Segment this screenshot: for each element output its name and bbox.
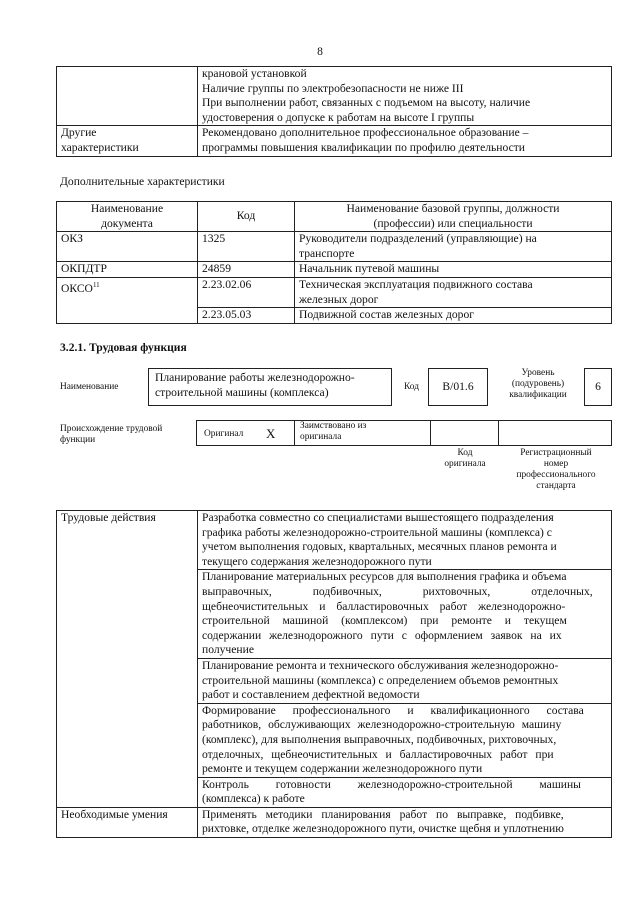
page-number: 8 <box>317 45 323 58</box>
text-line: щебнеочистительных и балластировочных работ железнодорожно- <box>202 599 566 613</box>
row-document: ОКЗ <box>57 232 198 262</box>
text-line: Техническая эксплуатация подвижного состава <box>299 277 533 291</box>
text-line: ремонте и текущем содержании железнодорожного пути <box>202 762 483 776</box>
text-line: строительной машины (комплекса) <box>155 386 329 399</box>
name-label: Наименование <box>60 382 119 392</box>
origin-divider <box>430 420 431 446</box>
header-name <box>295 202 612 232</box>
text-line: учетом выполнения годовых, квартальных, месячных планов ремонта и <box>202 540 557 554</box>
text-line: отделочных, щебнеочистительных и балластировочных работ при <box>202 747 554 761</box>
header-document <box>57 202 198 232</box>
text-line: железных дорог <box>299 292 379 306</box>
text-line: Уровень <box>521 368 555 378</box>
origin-label <box>60 424 162 446</box>
labor-action-item <box>198 703 612 777</box>
table-row <box>57 277 612 307</box>
text-line: Наименование базовой группы, должности <box>346 202 560 215</box>
text-line: (комплекса) к работе <box>202 792 305 806</box>
text-line: Формирование профессионального и квалификационного состава <box>202 703 584 717</box>
text-line: транспорте <box>299 246 355 260</box>
text-line: (подуровень) <box>511 379 565 389</box>
function-name-box <box>148 368 392 406</box>
original-label: Оригинал <box>204 429 244 439</box>
text-line: работников, обслуживающих железнодорожно-строительную машину <box>202 718 562 732</box>
text-line: выправочных, подбивочных, рихтовочных, отделочных, <box>202 584 593 598</box>
text-line: (комплекс), для выполнения выправочных, подбивочных, рихтовочных, <box>202 732 557 746</box>
text-line: получение <box>202 643 254 657</box>
required-skill-item <box>198 807 612 837</box>
origin-row-frame <box>196 420 612 446</box>
text-line: Наименование <box>90 202 164 215</box>
row-code: 2.23.05.03 <box>198 308 295 324</box>
text-line: Заимствовано из <box>300 421 367 431</box>
text-line: работ и составлением дефектной ведомости <box>202 688 420 702</box>
text-line: Планирование материальных ресурсов для выполнения графика и объема <box>202 570 567 584</box>
row-name <box>295 277 612 307</box>
text-line: рихтовке, отделке железнодорожного пути, очистке щебня и уплотнению <box>202 822 564 836</box>
text-line: Планирование работы железнодорожно- <box>155 371 355 384</box>
origin-divider <box>294 420 295 446</box>
text-line: Регистрационный <box>520 448 592 458</box>
row-code: 2.23.02.06 <box>198 277 295 307</box>
top-table-requirements-cell <box>198 67 612 126</box>
text-line: Контроль готовности железнодорожно-строительной машины <box>202 777 581 791</box>
other-characteristics-value <box>198 126 612 156</box>
table-row <box>57 262 612 278</box>
other-characteristics-label <box>57 126 198 156</box>
code-value-box: B/01.6 <box>428 368 488 406</box>
text-line: номер <box>543 459 569 469</box>
labor-action-item <box>198 570 612 659</box>
code-label: Код <box>404 382 419 392</box>
required-skills-label: Необходимые умения <box>57 807 198 837</box>
text-line: программы повышения квалификации по профилю деятельности <box>202 140 525 154</box>
labor-actions-table <box>56 510 612 838</box>
text-line: Код <box>457 448 473 458</box>
top-table <box>56 66 612 157</box>
row-code: 1325 <box>198 232 295 262</box>
labor-action-item <box>198 511 612 570</box>
text-line: квалификации <box>509 390 567 400</box>
qualification-level-label <box>496 368 580 401</box>
text-line: строительной машиной (комплексом) при ремонте и текущем <box>202 614 567 628</box>
text-line: Рекомендовано дополнительное профессиональное образование – <box>202 126 529 140</box>
text-line: документа <box>101 216 153 230</box>
text-line: Происхождение трудовой <box>60 424 163 434</box>
text-line: При выполнении работ, связанных с подъемом на высоту, наличие <box>202 96 531 110</box>
row-code: 24859 <box>198 262 295 278</box>
labor-action-item <box>198 658 612 703</box>
text-line: Наличие группы по электробезопасности не ниже III <box>202 81 464 95</box>
original-code-caption <box>432 448 498 470</box>
text-line: Применять методики планирования работ по выправке, подбивке, <box>202 807 564 821</box>
document-code: ОКСО <box>61 281 93 295</box>
text-line: Разработка совместно со специалистами вышестоящего подразделения <box>202 511 554 524</box>
additional-characteristics-table <box>56 201 612 324</box>
top-table-empty-cell <box>57 67 198 126</box>
labor-action-item <box>198 777 612 807</box>
borrowed-label <box>300 421 366 443</box>
text-line: оригинала <box>300 432 342 442</box>
text-line: Подвижной состав железных дорог <box>299 308 475 322</box>
text-line: функции <box>60 435 96 445</box>
labor-actions-label: Трудовые действия <box>57 511 198 808</box>
text-line: содержании железнодорожного пути с оформлением заявок на их <box>202 628 562 642</box>
section-title: 3.2.1. Трудовая функция <box>60 341 187 354</box>
text-line: профессионального <box>516 470 596 480</box>
row-name <box>295 232 612 262</box>
text-line: Руководители подразделений (управляющие) на <box>299 232 537 246</box>
text-line: графика работы железнодорожно-строительной машины (комплекса) с <box>202 525 552 539</box>
text-line: стандарта <box>536 481 576 491</box>
text-line: Начальник путевой машины <box>299 262 440 276</box>
table-row <box>57 232 612 262</box>
original-mark: X <box>266 426 276 441</box>
registration-number-caption <box>500 448 612 492</box>
text-line: строительной машины (комплекса) с определением объемов ремонтных <box>202 673 559 687</box>
text-line: текущего содержания железнодорожного пути <box>202 554 432 568</box>
additional-characteristics-title: Дополнительные характеристики <box>60 175 225 188</box>
row-document: ОКПДТР <box>57 262 198 278</box>
text-line: характеристики <box>61 140 139 154</box>
text-line: оригинала <box>444 459 486 469</box>
text-line: Планирование ремонта и технического обслуживания железнодорожно- <box>202 658 559 672</box>
row-name <box>295 262 612 278</box>
footnote-ref: 11 <box>92 280 100 289</box>
row-document <box>57 277 198 323</box>
text-line: (профессии) или специальности <box>373 216 533 230</box>
origin-divider <box>498 420 499 446</box>
row-name <box>295 308 612 324</box>
text-line: удостоверения о допуске к работам на высоте I группы <box>202 110 475 124</box>
header-code: Код <box>198 202 295 232</box>
text-line: Другие <box>61 126 97 140</box>
qualification-level-box: 6 <box>584 368 612 406</box>
text-line: крановой установкой <box>202 67 307 80</box>
